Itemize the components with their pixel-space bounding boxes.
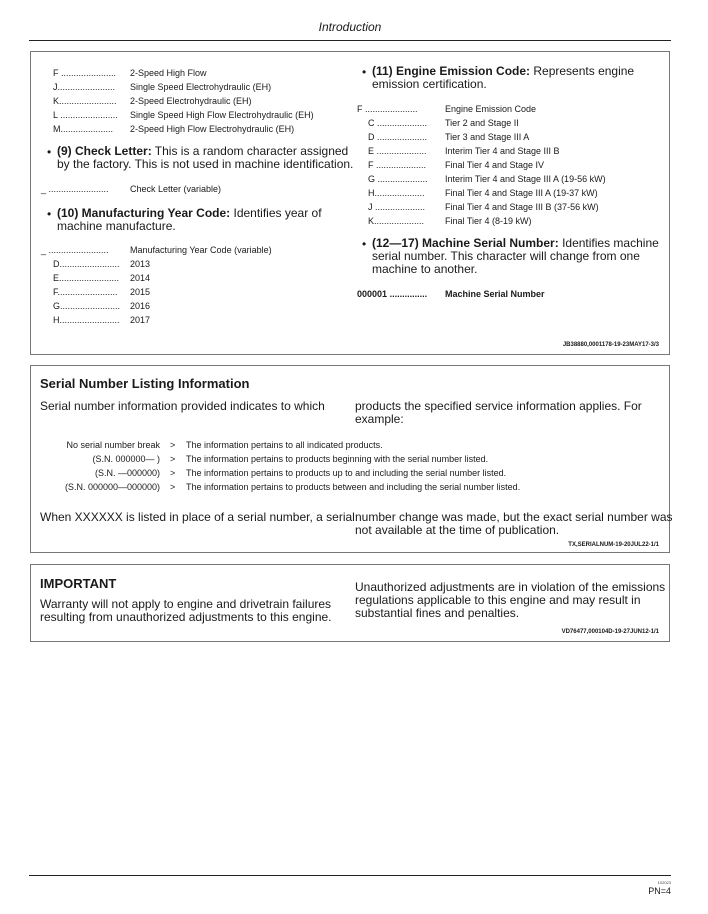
list-item-desc: 2013 [130, 259, 151, 269]
outro-text-right: number change was made, but the exact serial number was not available at the time of publication. [355, 510, 673, 537]
list-item-desc: Single Speed High Flow Electrohydraulic (EH) [130, 110, 314, 120]
list-item-desc: Final Tier 4 and Stage IV [445, 160, 545, 170]
table-row-key: (S.N. 000000— ) [92, 454, 160, 464]
adjustments-text: Unauthorized adjustments are in violation of the emissions regulations applicable to this engine and may result in substantial fines and penalties. [355, 580, 666, 620]
bullet-icon: • [362, 65, 367, 79]
list-item-desc: Interim Tier 4 and Stage III B [445, 146, 560, 156]
list-item-desc: Tier 2 and Stage II [445, 118, 519, 128]
header-rule [29, 40, 671, 41]
arrow-icon: > [170, 482, 176, 492]
list-item: J .................... [368, 202, 426, 212]
list-item: F ...................... [53, 68, 117, 78]
reference-code: JB38880,0001178-19-23MAY17-3/3 [562, 342, 659, 348]
list-item: F........................ [53, 287, 118, 297]
section-title: Serial Number Listing Information [40, 376, 250, 391]
check-letter-paragraph: (9) Check Letter: This is a random character assigned by the factory. This is not used in machine identification. [57, 144, 354, 171]
list-item: F .................... [368, 160, 427, 170]
footer-code: 102023 [657, 880, 671, 885]
mfg-year-paragraph: (10) Manufacturing Year Code: Identifies year of machine manufacture. [57, 206, 322, 233]
list-item: M..................... [53, 124, 114, 134]
section-title: IMPORTANT [40, 576, 117, 591]
list-item: H........................ [53, 315, 120, 325]
list-item: C .................... [368, 118, 428, 128]
intro-text-left: Serial number information provided indicates to which [40, 399, 325, 413]
list-item-desc: 2014 [130, 273, 151, 283]
bullet-icon: • [47, 207, 52, 221]
list-item: K....................... [53, 96, 117, 106]
list-item: E........................ [53, 273, 120, 283]
bullet-icon: • [362, 237, 367, 251]
reference-code: TX,SERIALNUM-19-20JUL22-1/1 [568, 542, 659, 548]
list-item-desc: Final Tier 4 and Stage III A (19-37 kW) [445, 188, 598, 198]
list-item: L ....................... [53, 110, 118, 120]
outro-text-left: When XXXXXX is listed in place of a serial number, a serial [40, 510, 355, 524]
serial-row: 000001 ............... [357, 289, 428, 299]
page-number: PN=4 [648, 886, 671, 896]
list-item: J....................... [53, 82, 116, 92]
list-item: K.................... [368, 216, 425, 226]
list-header-desc: Engine Emission Code [445, 104, 537, 114]
important-notice-box [30, 564, 670, 642]
list-item-desc: Manufacturing Year Code (variable) [130, 245, 272, 255]
list-item: G........................ [53, 301, 121, 311]
list-item-desc: 2-Speed High Flow Electrohydraulic (EH) [130, 124, 295, 134]
list-header: F ..................... [357, 104, 418, 114]
list-item-desc: 2017 [130, 315, 151, 325]
list-item-desc: 2015 [130, 287, 151, 297]
table-row-desc: The information pertains to products between and including the serial number listed. [186, 482, 521, 492]
list-item-desc: Single Speed Electrohydraulic (EH) [130, 82, 272, 92]
table-row-key: (S.N. 000000—000000) [64, 482, 160, 492]
list-item: D .................... [368, 132, 428, 142]
table-row-desc: The information pertains to products up to and including the serial number listed. [186, 468, 507, 478]
list-item-desc: 2-Speed Electrohydraulic (EH) [130, 96, 252, 106]
arrow-icon: > [170, 468, 176, 478]
list-item-desc: 2-Speed High Flow [130, 68, 207, 78]
footer-rule [29, 875, 671, 876]
table-row-desc: The information pertains to products beginning with the serial number listed. [186, 454, 489, 464]
table-row-key: No serial number break [66, 440, 160, 450]
warranty-text: Warranty will not apply to engine and drivetrain failures resulting from unauthorized adjustments to this engine. [40, 597, 332, 624]
page-header-title: Introduction [318, 20, 382, 34]
list-item-desc: Tier 3 and Stage III A [445, 132, 530, 142]
serial-number-listing-box [30, 365, 673, 553]
list-item: G .................... [368, 174, 428, 184]
check-letter-desc: Check Letter (variable) [130, 184, 222, 194]
list-item: _ ........................ [41, 245, 109, 255]
list-item: D........................ [53, 259, 120, 269]
arrow-icon: > [170, 440, 176, 450]
check-letter-row: _ ........................ [41, 184, 109, 194]
list-item-desc: Interim Tier 4 and Stage III A (19-56 kW) [445, 174, 606, 184]
list-item-desc: 2016 [130, 301, 151, 311]
intro-text-right: products the specified service information applies. For example: [355, 399, 642, 426]
serial-paragraph: (12—17) Machine Serial Number: Identifies machine serial number. This character will change from one machine to another. [372, 236, 659, 276]
emission-paragraph: (11) Engine Emission Code: Represents engine emission certification. [372, 64, 635, 91]
table-row-key: (S.N. —000000) [94, 468, 160, 478]
list-item-desc: Final Tier 4 and Stage III B (37-56 kW) [445, 202, 599, 212]
list-item: E .................... [368, 146, 427, 156]
reference-code: VD76477,000104D-19-27JUN12-1/1 [561, 629, 659, 635]
identification-codes-box [30, 51, 670, 355]
table-row-desc: The information pertains to all indicated products. [186, 440, 383, 450]
list-item: H.................... [368, 188, 425, 198]
serial-row-desc: Machine Serial Number [445, 289, 545, 299]
list-item-desc: Final Tier 4 (8-19 kW) [445, 216, 532, 226]
arrow-icon: > [170, 454, 176, 464]
bullet-icon: • [47, 145, 52, 159]
